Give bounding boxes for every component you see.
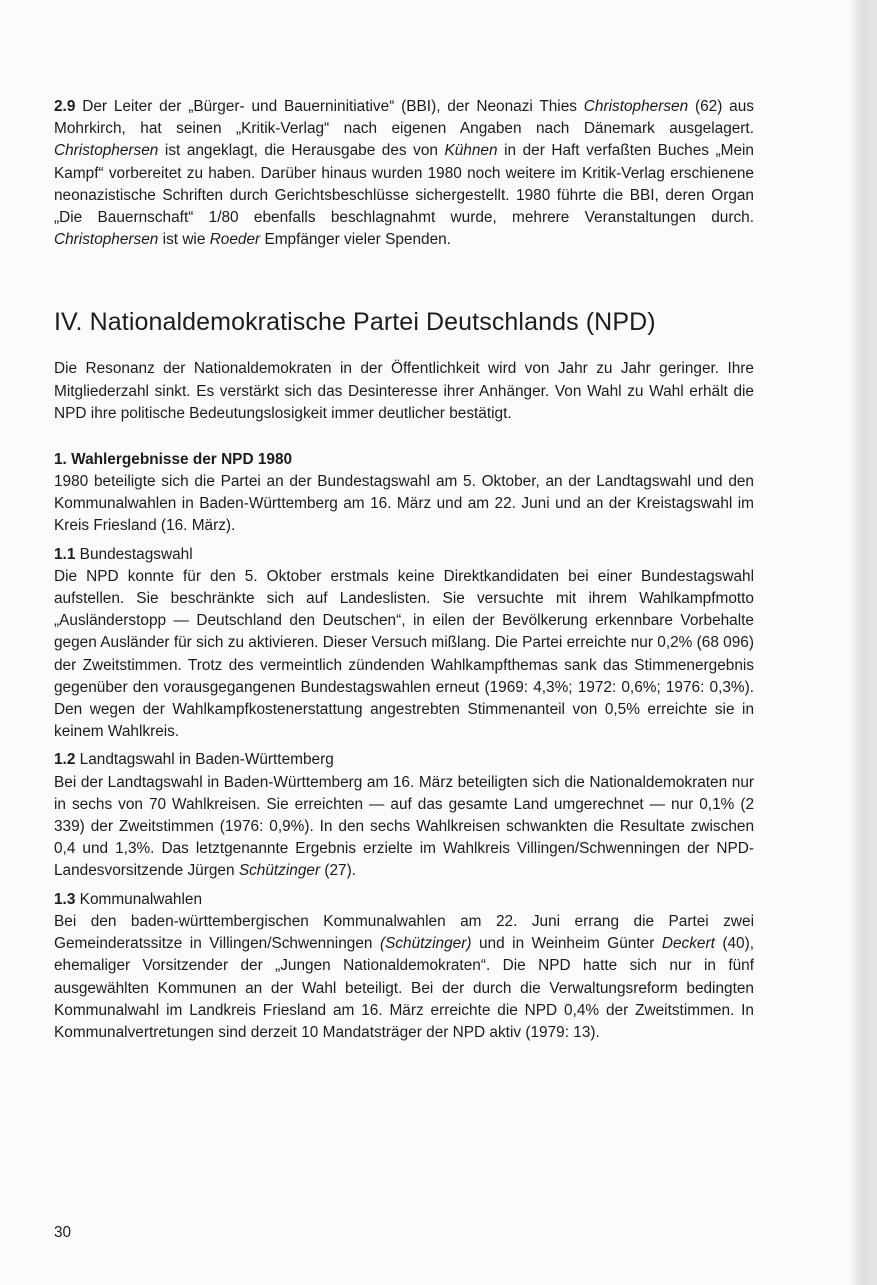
section-1-3-heading bbox=[54, 889, 754, 911]
person-name: Kühnen bbox=[444, 142, 498, 160]
section-2-9-paragraph bbox=[54, 96, 754, 251]
section-1-2-heading bbox=[54, 749, 754, 771]
section-1-1 bbox=[54, 544, 754, 744]
text-segment: ist wie bbox=[158, 231, 210, 249]
section-1-2 bbox=[54, 749, 754, 882]
section-number: 1.2 bbox=[54, 751, 76, 769]
section-1-3-text bbox=[54, 911, 754, 1044]
document-page bbox=[54, 96, 754, 1044]
section-1-1-heading bbox=[54, 544, 754, 566]
text-segment: Empfänger vieler Spenden. bbox=[260, 231, 451, 249]
section-title: Kommunalwahlen bbox=[75, 890, 203, 908]
text-segment: (62) aus Mohrkirch, hat seinen „Kritik-Verlag“ nach eigenen Angaben nach Dänemark ausgelagert. bbox=[54, 98, 754, 138]
text-segment: Bei den baden-württembergischen Kommunalwahlen am 22. Juni errang die Partei zwei Gemeinderatssitze in Villingen/Schwenningen bbox=[54, 912, 754, 953]
section-number: 2.9 bbox=[54, 98, 76, 115]
chapter-intro: Die Resonanz der Nationaldemokraten in der Öffentlichkeit wird von Jahr zu Jahr geringer. Ihre Mitgliederzahl sinkt. Es verstärkt sich das Desinteresse ihrer Anhänger. Von Wahl zu Wahl erhält die NPD ihre politische Bedeutungslosigkeit immer deutlicher bestätigt. bbox=[54, 360, 754, 422]
page-edge-shadow bbox=[849, 0, 877, 1285]
text-segment: (40), ehemaliger Vorsitzender der „Jungen Nationaldemokraten“. Die NPD hatte sich nur in fünf ausgewählten Kommunen an der Wahl beteiligt. Bei der durch die Verwaltungsreform bedingten Kommunalwahl im Landkreis Friesland am 16. März erreichte die NPD 0,4% der Zweitstimmen. In Kommunalvertretungen sind derzeit 10 Mandatsträger der NPD aktiv (1979: 13). bbox=[54, 935, 755, 1041]
person-name: (Schützinger) bbox=[379, 935, 472, 953]
text-segment: (27). bbox=[320, 862, 357, 880]
section-1-text: 1980 beteiligte sich die Partei an der Bundestagswahl am 5. Oktober, an der Landtagswahl und den Kommunalwahlen in Baden-Württemberg am 16. März und am 22. Juni und an der Kreistagswahl im Kreis Friesland (16. März). bbox=[54, 473, 754, 535]
person-name: Christophersen bbox=[54, 231, 159, 249]
person-name: Christophersen bbox=[583, 98, 689, 115]
section-number: 1.1 bbox=[54, 545, 76, 563]
person-name: Christophersen bbox=[54, 142, 159, 160]
person-name: Schützinger bbox=[238, 862, 321, 880]
section-1-1-text: Die NPD konnte für den 5. Oktober erstmals keine Direktkandidaten bei einer Bundestagswahl aufstellen. Sie beschränkte sich auf Landeslisten. Sie versuchte mit ihrem Wahlkampfmotto „Ausländerstopp — Deutschland den Deutschen“, in eilen der Bevölkerung erkennbare Vorbehalte gegen Ausländer für sich zu aktivieren. Dieser Versuch mißlang. Die Partei erreichte nur 0,2% (68 096) der Zweitstimmen. Trotz des vermeintlich zündenden Wahlkampfthemas sank das Stimmenergebnis gegenüber den vorausgegangenen Bundestagswahlen erneut (1969: 4,3%; 1972: 0,6%; 1976: 0,3%). Den wegen der Wahlkampfkostenerstattung angestrebten Stimmenanteil von 0,5% erreichte sie in keinem Wahlkreis. bbox=[54, 567, 754, 741]
section-title: Bundestagswahl bbox=[75, 545, 193, 563]
chapter-title: IV. Nationaldemokratische Partei Deutschlands (NPD) bbox=[54, 308, 656, 337]
section-title: Landtagswahl in Baden-Württemberg bbox=[75, 751, 334, 769]
section-1-heading: 1. Wahlergebnisse der NPD 1980 bbox=[54, 451, 293, 469]
text-segment: in der Haft verfaßten Buches „Mein Kampf“ vorbereitet zu haben. Darüber hinaus wurden 1980 noch weitere im Kritik-Verlag erschienene neonazistische Schriften durch Gerichtsbeschlüsse sichergestellt. 1980 führte die BBI, deren Organ „Die Bauernschaft“ 1/80 ebenfalls beschlagnahmt wurde, mehrere Veranstaltungen durch. bbox=[54, 142, 754, 227]
section-number: 1.3 bbox=[54, 890, 76, 908]
text-segment: Bei der Landtagswahl in Baden-Württemberg am 16. März beteiligten sich die Nationaldemokraten nur in sechs von 70 Wahlkreisen. Sie erreichten — auf das gesamte Land umgerechnet — nur 0,1% (2 339) der Zweitstimmen (1976: 0,9%). In den sechs Wahlkreisen schwankten die Resultate zwischen 0,4 und 1,3%. Das letztgenannte Ergebnis erzielte im Wahlkreis Villingen/Schwenningen der NPD-Landesvorsitzende Jürgen bbox=[54, 773, 754, 880]
text-segment: und in Weinheim Günter bbox=[471, 935, 662, 953]
text-segment: Der Leiter der „Bürger- und Bauerninitiative“ (BBI), der Neonazi Thies bbox=[75, 98, 584, 115]
person-name: Roeder bbox=[209, 231, 261, 249]
section-1-3 bbox=[54, 889, 754, 1044]
text-segment: ist angeklagt, die Herausgabe des von bbox=[158, 142, 445, 160]
person-name: Deckert bbox=[661, 935, 715, 953]
page-number: 30 bbox=[54, 1224, 72, 1241]
section-1-2-text bbox=[54, 772, 754, 883]
